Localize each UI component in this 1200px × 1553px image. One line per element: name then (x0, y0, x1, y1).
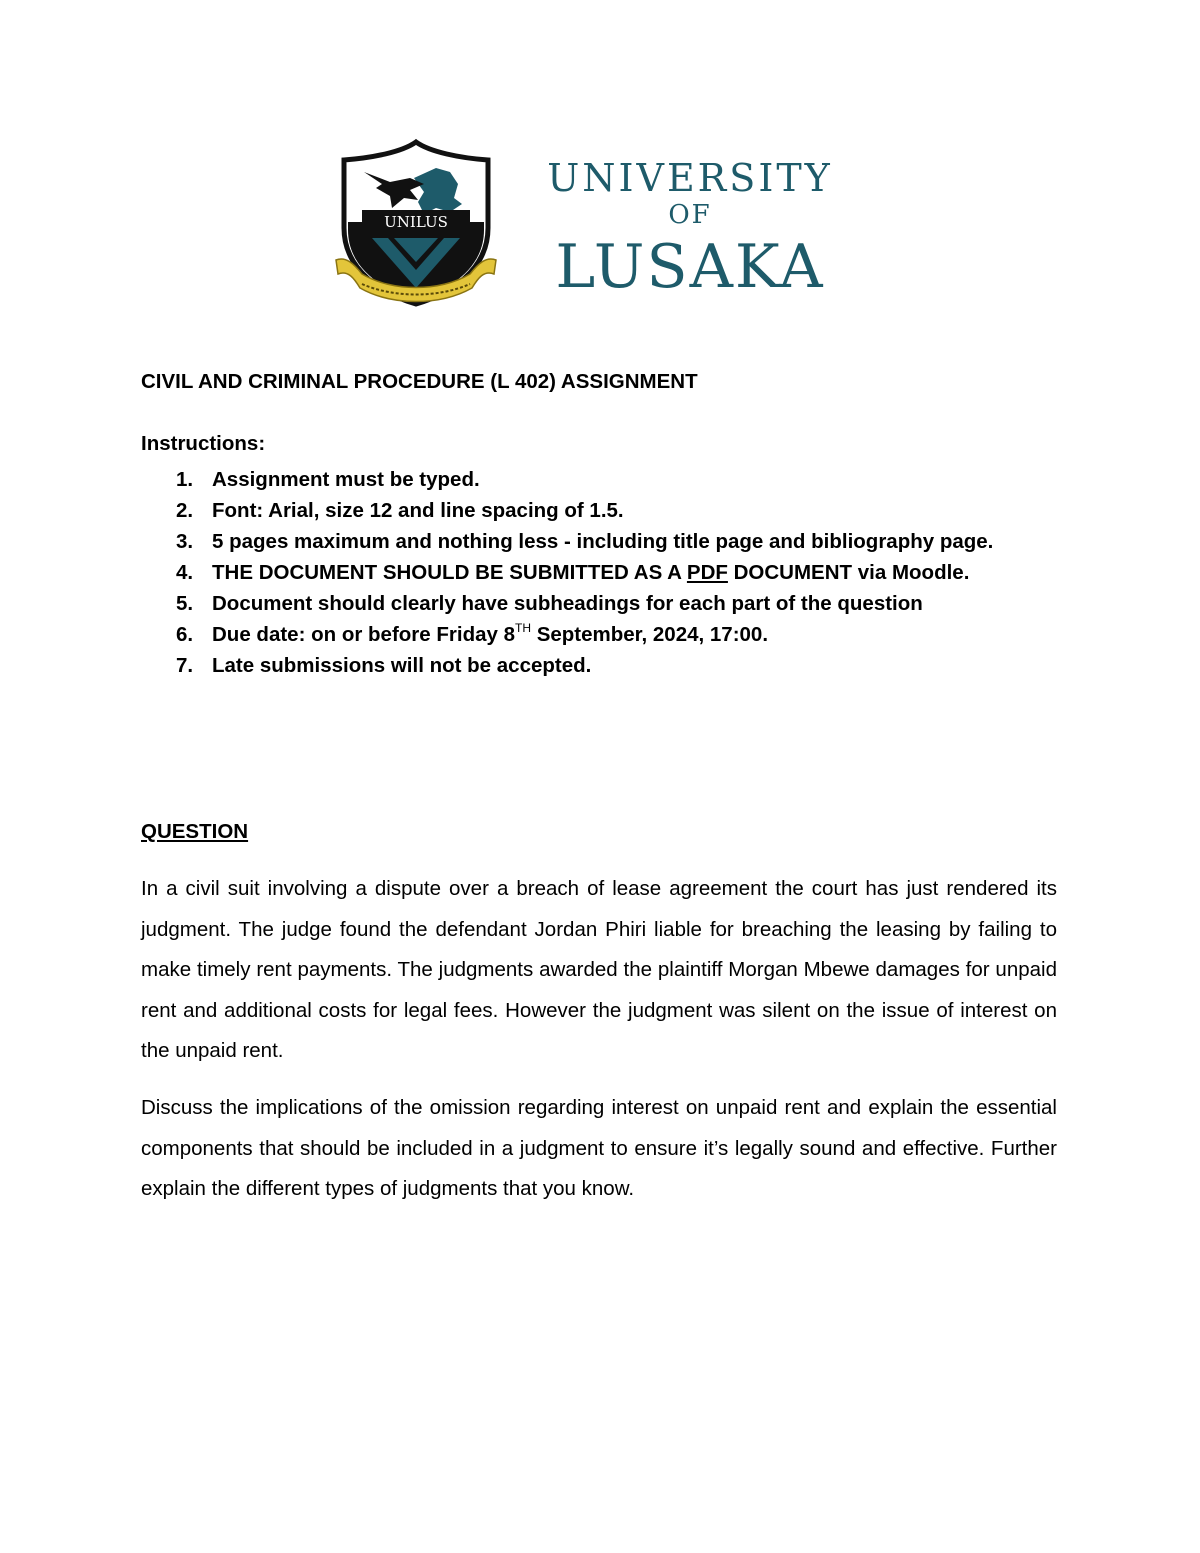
instruction-item (141, 588, 1057, 619)
instruction-number: 6. (176, 623, 194, 646)
instruction-text: Document should clearly have subheadings for each part of the question (212, 592, 923, 615)
ordinal-suffix: TH (515, 621, 531, 635)
question-paragraph: Discuss the implications of the omission regarding interest on unpaid rent and explain the essential components that should be included in a judgment to ensure it’s legally sound and effective. Further explain the different types of judgments that you know. (141, 1096, 1057, 1201)
due-date-text: Due date: on or before Friday 8 (212, 623, 515, 646)
question-paragraph: In a civil suit involving a dispute over a breach of lease agreement the court has just rendered its judgment. The judge found the defendant Jordan Phiri liable for breaching the leasing by failing to make timely rent payments. The judgments awarded the plaintiff Morgan Mbewe damages for unpaid rent and additional costs for legal fees. However the judgment was silent on the issue of interest on the unpaid rent. (141, 877, 1057, 1063)
university-logo (332, 138, 872, 310)
logo-lusaka: LUSAKA (555, 232, 825, 302)
instructions-label: Instructions: (141, 432, 266, 455)
instruction-text-before: THE DOCUMENT SHOULD BE SUBMITTED AS A (212, 561, 682, 584)
instructions-list (141, 464, 1057, 681)
instruction-item (141, 650, 1057, 681)
logo-wordmark (510, 156, 870, 306)
instruction-item (141, 619, 1057, 650)
instruction-text: Assignment must be typed. (212, 468, 480, 491)
instruction-item (141, 464, 1057, 495)
assignment-title: CIVIL AND CRIMINAL PROCEDURE (L 402) ASSIGNMENT (141, 370, 698, 393)
crest-text: UNILUS (384, 213, 448, 231)
due-date-rest: September, 2024, 17:00. (531, 623, 769, 646)
instruction-number: 4. (176, 561, 194, 584)
crest-icon (332, 138, 500, 310)
instruction-number: 2. (176, 499, 194, 522)
instruction-number: 5. (176, 592, 194, 615)
instruction-number: 1. (176, 468, 194, 491)
instruction-text: 5 pages maximum and nothing less - including title page and bibliography page. (212, 530, 994, 553)
logo-of: OF (668, 200, 712, 230)
instruction-item (141, 526, 1057, 557)
instruction-item (141, 495, 1057, 526)
instruction-item (141, 557, 1057, 588)
instruction-text: Font: Arial, size 12 and line spacing of 1.5. (212, 499, 624, 522)
question-heading: QUESTION (141, 820, 249, 843)
instruction-text-after: DOCUMENT via Moodle. (733, 561, 970, 584)
instruction-number: 7. (176, 654, 194, 677)
instruction-number: 3. (176, 530, 194, 553)
logo-university: UNIVERSITY (547, 156, 833, 200)
pdf-emphasis: PDF (686, 561, 728, 584)
instruction-text: Late submissions will not be accepted. (212, 654, 592, 677)
